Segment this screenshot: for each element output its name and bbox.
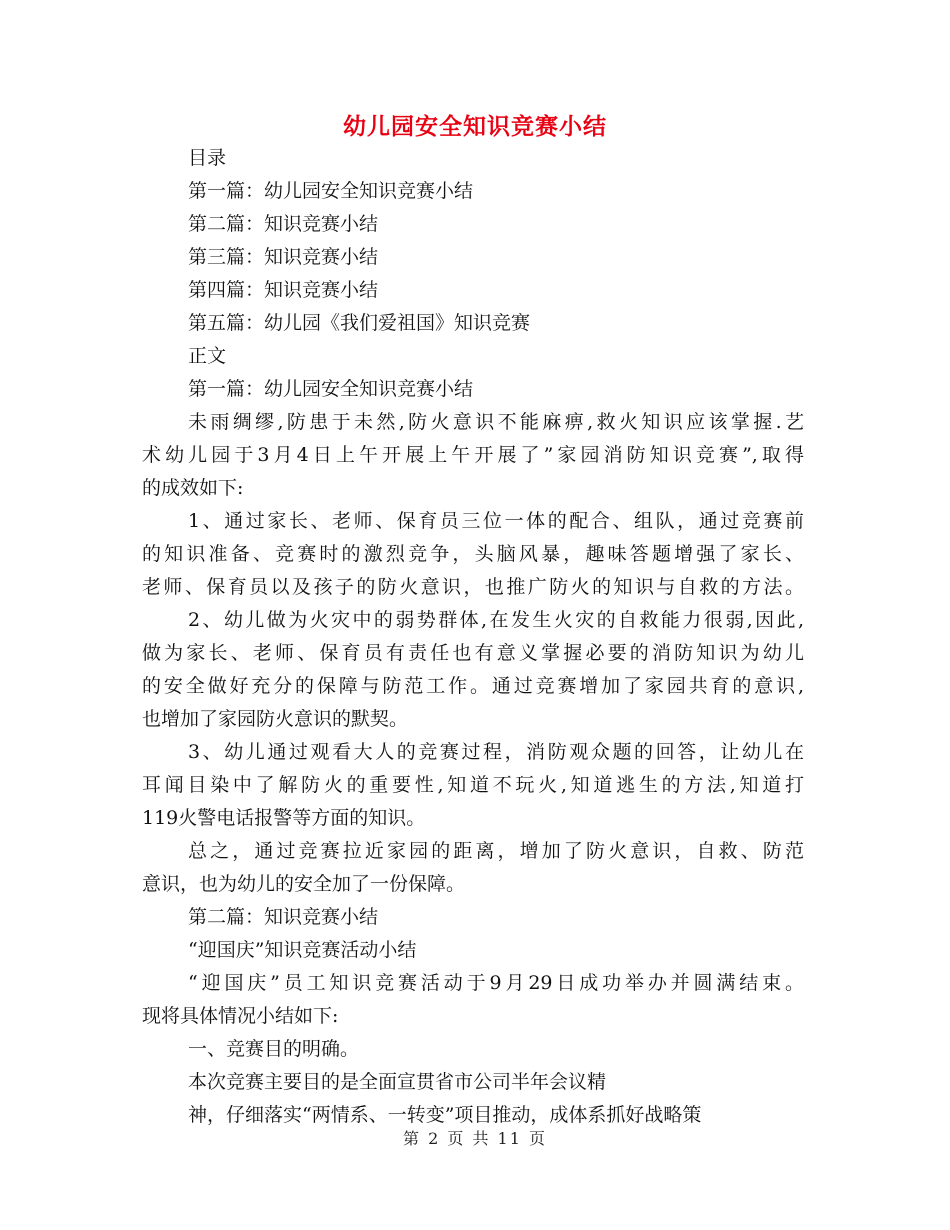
document-title: 幼儿园安全知识竞赛小结 [343, 114, 607, 140]
document-body [142, 142, 804, 1132]
paragraph-line: 做为家长、老师、保育员有责任也有意义掌握必要的消防知识为幼儿 [142, 642, 804, 664]
paragraph-line: 2、幼儿做为火灾中的弱势群体,在发生火灾的自救能力很弱,因此, [188, 609, 804, 631]
paragraph-line: 意识，也为幼儿的安全加了一份保障。 [142, 873, 466, 895]
paragraph-line: 的安全做好充分的保障与防范工作。通过竞赛增加了家园共育的意识, [142, 675, 804, 697]
body-heading: 正文 [188, 345, 227, 367]
section-heading: 第一篇：幼儿园安全知识竞赛小结 [188, 378, 474, 400]
paragraph-line: 119火警电话报警等方面的知识。 [142, 807, 426, 829]
paragraph-line: 也增加了家园防火意识的默契。 [142, 708, 409, 730]
toc-item: 第四篇：知识竞赛小结 [188, 279, 379, 301]
paragraph-line: 神，仔细落实“两情系、一转变”项目推动，成体系抓好战略策 [188, 1104, 702, 1126]
paragraph-line: “迎国庆”员工知识竞赛活动于9月29日成功举办并圆满结束。 [188, 972, 804, 994]
page-footer: 第 2 页 共 11 页 [403, 1129, 547, 1148]
toc-item: 第五篇：幼儿园《我们爱祖国》知识竞赛 [188, 312, 531, 334]
paragraph-line: 术幼儿园于3月4日上午开展上午开展了”家园消防知识竞赛”,取得 [142, 444, 804, 466]
paragraph-line: 3、幼儿通过观看大人的竞赛过程，消防观众题的回答，让幼儿在 [188, 741, 804, 763]
paragraph-line: 1、通过家长、老师、保育员三位一体的配合、组队，通过竞赛前 [188, 510, 804, 532]
section-heading: 第二篇：知识竞赛小结 [188, 906, 379, 928]
paragraph-line: 的成效如下: [142, 477, 244, 499]
paragraph-line: 一、竞赛目的明确。 [188, 1038, 360, 1060]
toc-item: 第三篇：知识竞赛小结 [188, 246, 379, 268]
paragraph-line: 本次竞赛主要目的是全面宣贯省市公司半年会议精 [188, 1071, 607, 1093]
paragraph-line: 耳闻目染中了解防火的重要性,知道不玩火,知道逃生的方法,知道打 [142, 774, 804, 796]
toc-item: 第一篇：幼儿园安全知识竞赛小结 [188, 180, 474, 202]
toc-item: 第二篇：知识竞赛小结 [188, 213, 379, 235]
paragraph-line: 未雨绸缪,防患于未然,防火意识不能麻痹,救火知识应该掌握.艺 [188, 411, 804, 433]
paragraph-line: 老师、保育员以及孩子的防火意识，也推广防火的知识与自救的方法。 [142, 576, 804, 598]
toc-heading: 目录 [188, 147, 227, 169]
subsection-heading: “迎国庆”知识竞赛活动小结 [188, 939, 417, 961]
paragraph-line: 的知识准备、竞赛时的激烈竞争，头脑风暴，趣味答题增强了家长、 [142, 543, 804, 565]
paragraph-line: 现将具体情况小结如下: [142, 1005, 339, 1027]
paragraph-line: 总之，通过竞赛拉近家园的距离，增加了防火意识，自救、防范 [188, 840, 804, 862]
